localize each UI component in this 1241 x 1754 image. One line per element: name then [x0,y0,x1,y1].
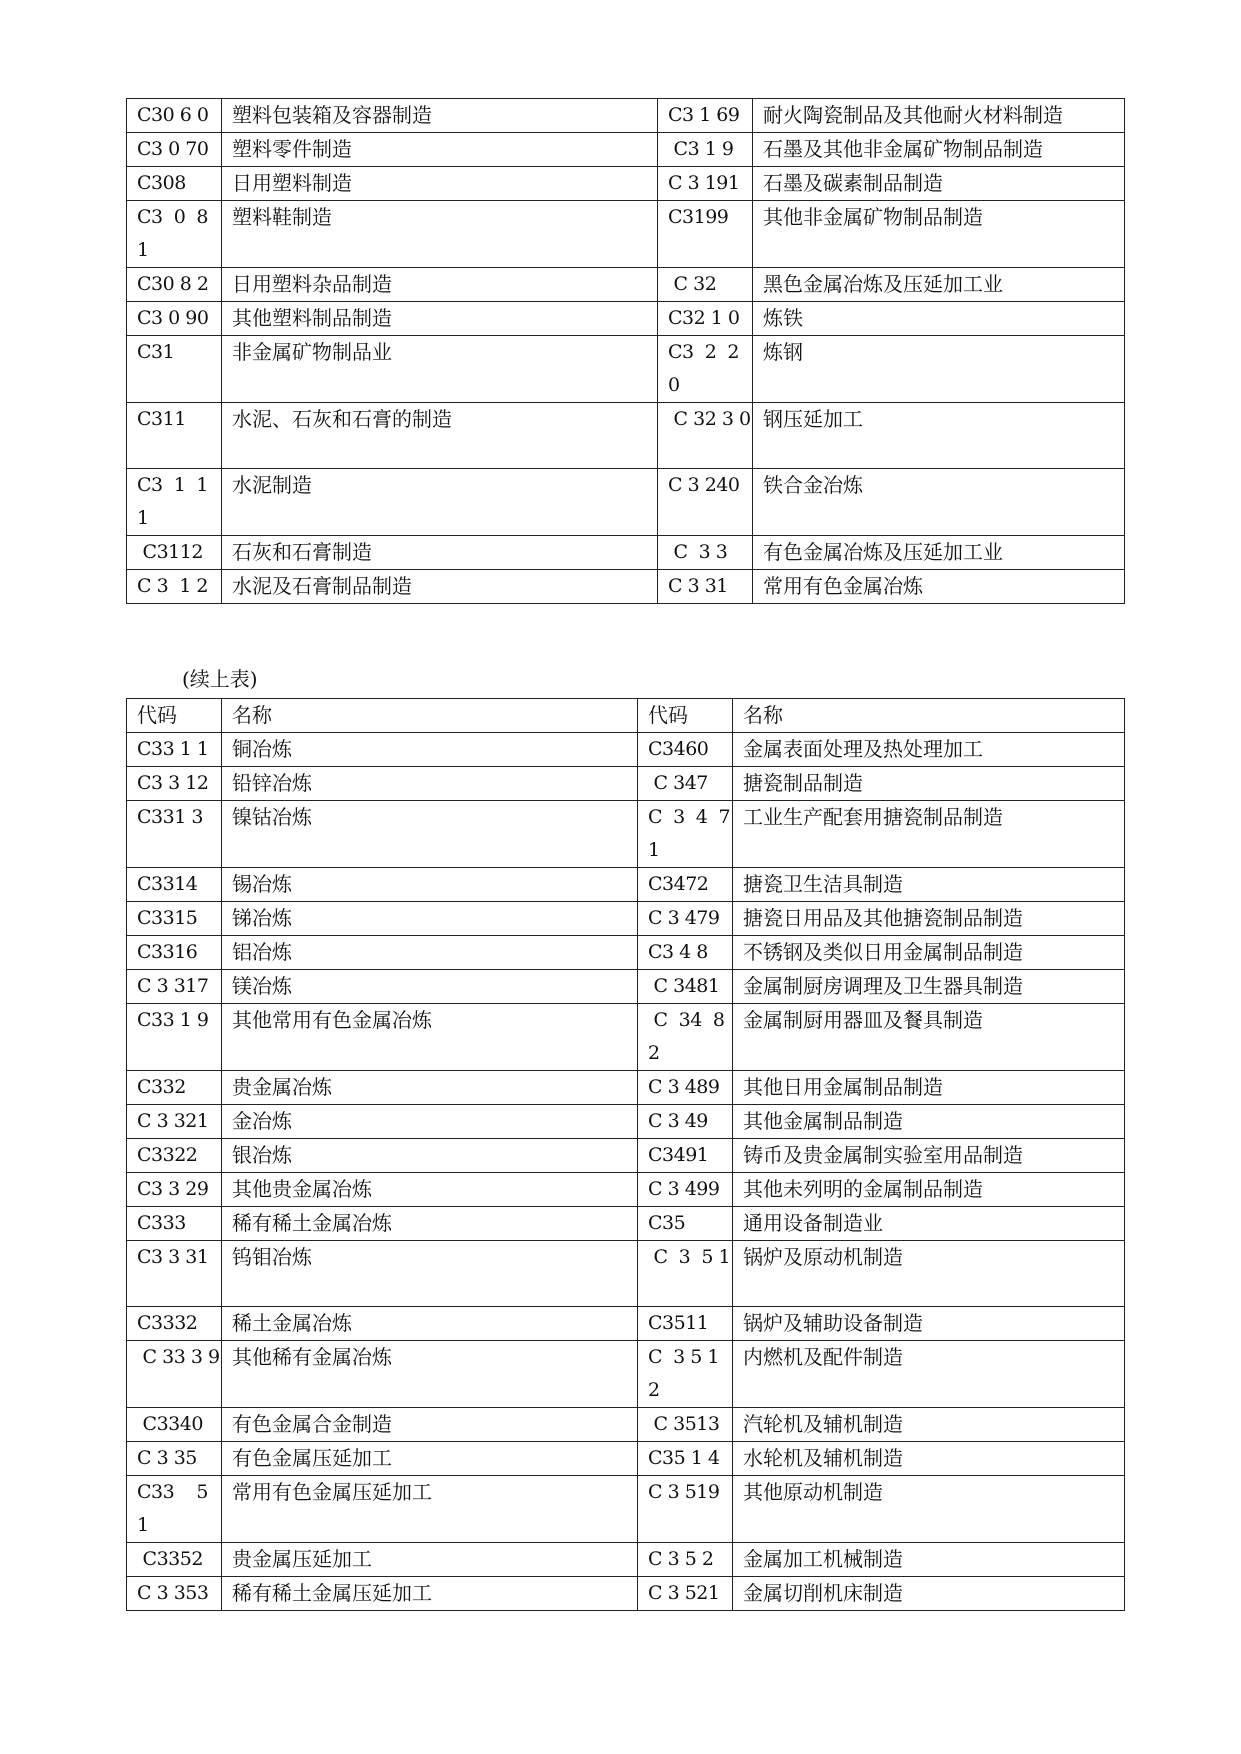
table-row [127,133,1125,167]
name-cell: 其他原动机制造 [733,1476,1125,1543]
table-row [127,1207,1125,1241]
code-cell: C 3513 [638,1408,733,1442]
table-row [127,469,1125,536]
code-cell: C3352 [127,1543,222,1577]
name-cell: 搪瓷卫生洁具制造 [733,868,1125,902]
code-cell: C3 3 31 [127,1241,222,1307]
code-cell: C 3 49 [638,1105,733,1139]
code-cell: C3472 [638,868,733,902]
table-row [127,167,1125,201]
name-cell: 金属制厨用器皿及餐具制造 [733,1004,1125,1071]
name-cell: 稀土金属冶炼 [222,1307,638,1341]
code-cell: C 3 499 [638,1173,733,1207]
table-row [127,1139,1125,1173]
code-cell: C3 1 1 1 [127,469,222,536]
name-cell: 贵金属压延加工 [222,1543,638,1577]
table-row [127,1408,1125,1442]
header-code-2: 代码 [638,699,733,733]
code-cell: C3511 [638,1307,733,1341]
header-name-2: 名称 [733,699,1125,733]
code-cell: C3322 [127,1139,222,1173]
code-cell: C35 [638,1207,733,1241]
name-cell: 铁合金冶炼 [753,469,1125,536]
code-cell: C3340 [127,1408,222,1442]
code-cell: C3 3 12 [127,767,222,801]
table-row [127,1476,1125,1543]
name-cell: 水泥、石灰和石膏的制造 [222,403,658,469]
name-cell: 常用有色金属冶炼 [753,570,1125,604]
code-cell: C3 3 29 [127,1173,222,1207]
name-cell: 镍钴冶炼 [222,801,638,868]
name-cell: 其他常用有色金属冶炼 [222,1004,638,1071]
name-cell: 铅锌冶炼 [222,767,638,801]
code-cell: C 3 321 [127,1105,222,1139]
table-row [127,201,1125,268]
name-cell: 镁冶炼 [222,970,638,1004]
table-row [127,570,1125,604]
table-row [127,302,1125,336]
code-cell: C3316 [127,936,222,970]
code-cell: C 3481 [638,970,733,1004]
code-cell: C3 0 90 [127,302,222,336]
name-cell: 金属加工机械制造 [733,1543,1125,1577]
code-cell: C311 [127,403,222,469]
name-cell: 黑色金属冶炼及压延加工业 [753,268,1125,302]
name-cell: 水泥制造 [222,469,658,536]
code-cell: C 3 519 [638,1476,733,1543]
code-cell: C3199 [658,201,753,268]
name-cell: 水轮机及辅机制造 [733,1442,1125,1476]
code-cell: C3 1 9 [658,133,753,167]
name-cell: 稀有稀土金属压延加工 [222,1577,638,1611]
table-row [127,268,1125,302]
name-cell: 锅炉及原动机制造 [733,1241,1125,1307]
code-cell: C 3 521 [638,1577,733,1611]
table-row [127,868,1125,902]
code-cell: C3 1 69 [658,99,753,133]
code-cell: C3460 [638,733,733,767]
name-cell: 锡冶炼 [222,868,638,902]
name-cell: 常用有色金属压延加工 [222,1476,638,1543]
code-cell: C3 0 70 [127,133,222,167]
code-cell: C331 3 [127,801,222,868]
name-cell: 其他未列明的金属制品制造 [733,1173,1125,1207]
name-cell: 其他日用金属制品制造 [733,1071,1125,1105]
table-header-row [127,699,1125,733]
code-cell: C33 1 9 [127,1004,222,1071]
header-name-1: 名称 [222,699,638,733]
name-cell: 耐火陶瓷制品及其他耐火材料制造 [753,99,1125,133]
name-cell: 稀有稀土金属冶炼 [222,1207,638,1241]
name-cell: 内燃机及配件制造 [733,1341,1125,1408]
name-cell: 日用塑料杂品制造 [222,268,658,302]
table-row [127,536,1125,570]
name-cell: 其他塑料制品制造 [222,302,658,336]
name-cell: 塑料零件制造 [222,133,658,167]
table-row [127,403,1125,469]
table-row [127,1307,1125,1341]
code-cell: C 3 35 [127,1442,222,1476]
name-cell: 有色金属冶炼及压延加工业 [753,536,1125,570]
name-cell: 搪瓷制品制造 [733,767,1125,801]
name-cell: 锅炉及辅助设备制造 [733,1307,1125,1341]
name-cell: 铜冶炼 [222,733,638,767]
table-row [127,1071,1125,1105]
table-row [127,767,1125,801]
name-cell: 塑料包装箱及容器制造 [222,99,658,133]
table-1-body [127,99,1125,604]
table-2-body [127,733,1125,1611]
classification-table-1 [126,98,1125,604]
table-row [127,99,1125,133]
table-row [127,1004,1125,1071]
name-cell: 钢压延加工 [753,403,1125,469]
code-cell: C 3 31 [658,570,753,604]
name-cell: 日用塑料制造 [222,167,658,201]
name-cell: 水泥及石膏制品制造 [222,570,658,604]
code-cell: C 3 489 [638,1071,733,1105]
code-cell: C3 2 2 0 [658,336,753,403]
name-cell: 石灰和石膏制造 [222,536,658,570]
code-cell: C 3 191 [658,167,753,201]
name-cell: 石墨及其他非金属矿物制品制造 [753,133,1125,167]
code-cell: C3314 [127,868,222,902]
table-row [127,1241,1125,1307]
code-cell: C 3 479 [638,902,733,936]
code-cell: C3 4 8 [638,936,733,970]
code-cell: C 3 5 1 [638,1241,733,1307]
table-row [127,1543,1125,1577]
table-row [127,1173,1125,1207]
name-cell: 锑冶炼 [222,902,638,936]
name-cell: 有色金属压延加工 [222,1442,638,1476]
table-row [127,936,1125,970]
code-cell: C35 1 4 [638,1442,733,1476]
code-cell: C 3 5 1 2 [638,1341,733,1408]
table-row [127,1442,1125,1476]
name-cell: 搪瓷日用品及其他搪瓷制品制造 [733,902,1125,936]
code-cell: C 3 3 [658,536,753,570]
name-cell: 非金属矿物制品业 [222,336,658,403]
code-cell: C 3 353 [127,1577,222,1611]
name-cell: 其他非金属矿物制品制造 [753,201,1125,268]
code-cell: C 3 1 2 [127,570,222,604]
name-cell: 炼铁 [753,302,1125,336]
code-cell: C 32 3 0 [658,403,753,469]
name-cell: 炼钢 [753,336,1125,403]
code-cell: C33 1 1 [127,733,222,767]
code-cell: C3 0 8 1 [127,201,222,268]
table-row [127,801,1125,868]
name-cell: 工业生产配套用搪瓷制品制造 [733,801,1125,868]
name-cell: 金属切削机床制造 [733,1577,1125,1611]
table-row [127,1105,1125,1139]
name-cell: 石墨及碳素制品制造 [753,167,1125,201]
code-cell: C30 6 0 [127,99,222,133]
name-cell: 其他稀有金属冶炼 [222,1341,638,1408]
table-row [127,1341,1125,1408]
name-cell: 其他贵金属冶炼 [222,1173,638,1207]
table-row [127,970,1125,1004]
name-cell: 金冶炼 [222,1105,638,1139]
code-cell: C 3 317 [127,970,222,1004]
name-cell: 其他金属制品制造 [733,1105,1125,1139]
code-cell: C333 [127,1207,222,1241]
name-cell: 铸币及贵金属制实验室用品制造 [733,1139,1125,1173]
name-cell: 有色金属合金制造 [222,1408,638,1442]
code-cell: C3112 [127,536,222,570]
name-cell: 不锈钢及类似日用金属制品制造 [733,936,1125,970]
classification-table-2 [126,698,1125,1611]
table-row [127,902,1125,936]
continued-caption: (续上表) [182,667,258,691]
code-cell: C3315 [127,902,222,936]
table-row [127,1577,1125,1611]
name-cell: 银冶炼 [222,1139,638,1173]
code-cell: C 3 5 2 [638,1543,733,1577]
name-cell: 金属制厨房调理及卫生器具制造 [733,970,1125,1004]
code-cell: C 32 [658,268,753,302]
code-cell: C 3 240 [658,469,753,536]
code-cell: C3491 [638,1139,733,1173]
table-row [127,336,1125,403]
code-cell: C 347 [638,767,733,801]
code-cell: C308 [127,167,222,201]
name-cell: 金属表面处理及热处理加工 [733,733,1125,767]
name-cell: 汽轮机及辅机制造 [733,1408,1125,1442]
header-code-1: 代码 [127,699,222,733]
code-cell: C3332 [127,1307,222,1341]
name-cell: 钨钼冶炼 [222,1241,638,1307]
table-row [127,733,1125,767]
name-cell: 贵金属冶炼 [222,1071,638,1105]
code-cell: C33 5 1 [127,1476,222,1543]
code-cell: C30 8 2 [127,268,222,302]
code-cell: C 33 3 9 [127,1341,222,1408]
name-cell: 塑料鞋制造 [222,201,658,268]
name-cell: 通用设备制造业 [733,1207,1125,1241]
name-cell: 铝冶炼 [222,936,638,970]
code-cell: C332 [127,1071,222,1105]
code-cell: C31 [127,336,222,403]
code-cell: C32 1 0 [658,302,753,336]
code-cell: C 3 4 7 1 [638,801,733,868]
code-cell: C 34 8 2 [638,1004,733,1071]
